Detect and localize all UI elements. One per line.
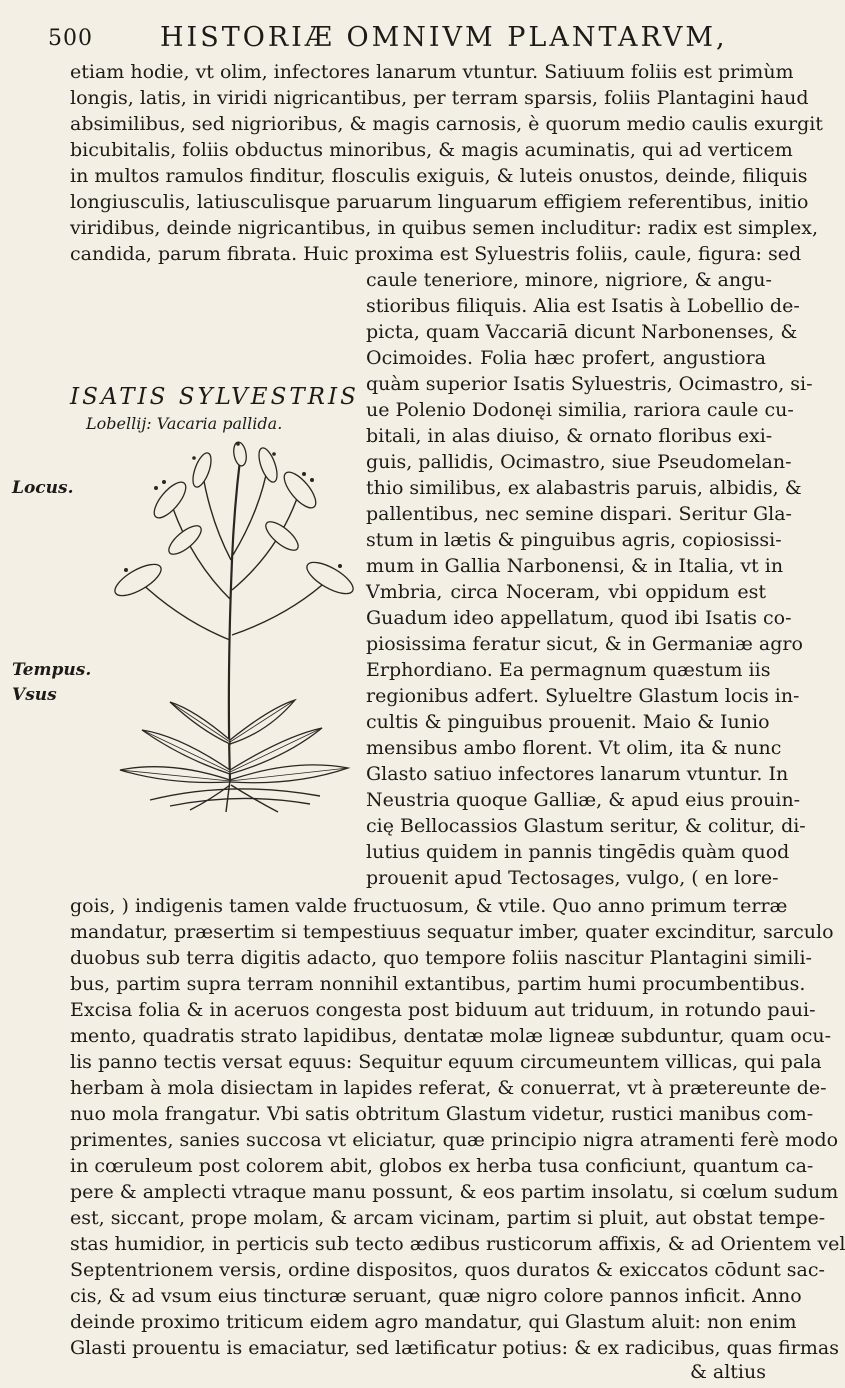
text-line: Glasto satiuo infectores lanarum vtuntur. In (366, 763, 789, 785)
text-line: picta, quam Vaccariā dicunt Narbonenses, & (366, 321, 798, 343)
text-line: mum in Gallia Narbonensi, & in Italia, vt in (366, 555, 784, 577)
page-number: 500 (48, 26, 93, 51)
text-line: Excisa folia & in aceruos congesta post biduum aut triduum, in rotundo paui- (70, 999, 816, 1021)
page-header (48, 20, 768, 60)
text-line: ue Polenio Dodonęi similia, rariora caule cu- (366, 399, 794, 421)
text-line: cis, & ad vsum eius tincturæ seruant, quæ nigro colore pannos inficit. Anno (70, 1285, 802, 1307)
text-line: mandatur, præsertim si tempestiuus sequatur imber, quater excinditur, sarculo (70, 921, 834, 943)
text-line: gois, ) indigenis tamen valde fructuosum, & vtile. Quo anno primum terræ (70, 895, 788, 917)
text-line: Vmbria, circa Noceram, vbi oppidum est (366, 581, 766, 603)
text-line: stas humidior, in perticis sub tecto ædibus rusticorum affixis, & ad Orientem vel (70, 1233, 845, 1255)
text-line: Septentrionem versis, ordine dispositos, quos duratos & exiccatos cōdunt sac- (70, 1259, 825, 1281)
text-line: pere & amplecti vtraque manu possunt, & eos partim insolatu, si cœlum sudum (70, 1181, 839, 1203)
text-line: Ocimoides. Folia hæc profert, angustiora (366, 347, 766, 369)
figure-title: ISATIS SYLVESTRIS (70, 384, 359, 410)
text-line: pallentibus, nec semine dispari. Seritur Gla- (366, 503, 792, 525)
text-line: herbam à mola disiectam in lapides referat, & conuerrat, vt à prætereunte de- (70, 1077, 827, 1099)
text-line: primentes, sanies succosa vt eliciatur, quæ principio nigra atramenti ferè modo (70, 1129, 839, 1151)
text-line: absimilibus, sed nigrioribus, & magis carnosis, è quorum medio caulis exurgit (70, 113, 823, 135)
text-line: guis, pallidis, Ocimastro, siue Pseudomelan- (366, 451, 792, 473)
text-line: deinde proximo triticum eidem agro mandatur, qui Glastum aluit: non enim (70, 1311, 797, 1333)
text-line: longis, latis, in viridi nigricantibus, per terram sparsis, foliis Plantagini haud (70, 87, 809, 109)
text-line: Guadum ideo appellatum, quod ibi Isatis co- (366, 607, 792, 629)
catchword: & altius (689, 1361, 766, 1383)
text-line: regionibus adfert. Sylueltre Glastum locis in- (366, 685, 800, 707)
text-line: in cœruleum post colorem abit, globos ex herba tusa conficiunt, quantum ca- (70, 1155, 814, 1177)
text-line: Neustria quoque Galliæ, & apud eius prouin- (366, 789, 801, 811)
text-line: bicubitalis, foliis obductus minoribus, & magis acuminatis, qui ad verticem (70, 139, 793, 161)
text-line: Glasti prouentu is emaciatur, sed lætificatur potius: & ex radicibus, quas firmas (70, 1337, 839, 1359)
text-line: piosissima feratur sicut, & in Germaniæ agro (366, 633, 803, 655)
text-line: cultis & pinguibus prouenit. Maio & Iunio (366, 711, 770, 733)
text-line: caule teneriore, minore, nigriore, & angu- (366, 269, 772, 291)
text-line: stum in lætis & pinguibus agris, copiosissi- (366, 529, 782, 551)
text-line: lis panno tectis versat equus: Sequitur equum circumeuntem villicas, qui pala (70, 1051, 822, 1073)
text-line: est, siccant, prope molam, & arcam vicinam, partim si pluit, aut obstat tempe- (70, 1207, 826, 1229)
plant-woodcut-illustration (90, 440, 365, 820)
text-line: nuo mola frangatur. Vbi satis obtritum Glastum videtur, rustici manibus com- (70, 1103, 814, 1125)
text-line: bus, partim supra terram nonnihil extantibus, partim humi procumbentibus. (70, 973, 806, 995)
margin-note-tempus: Tempus. (12, 660, 92, 680)
text-line: lutius quidem in pannis tingēdis quàm quod (366, 841, 790, 863)
running-head: HISTORIÆ OMNIVM PLANTARVM, (160, 22, 728, 53)
text-line: Erphordiano. Ea permagnum quæstum iis (366, 659, 771, 681)
text-line: prouenit apud Tectosages, vulgo, ( en lore- (366, 867, 779, 889)
text-line: etiam hodie, vt olim, infectores lanarum vtuntur. Satiuum foliis est primùm (70, 61, 794, 83)
text-line: viridibus, deinde nigricantibus, in quibus semen includitur: radix est simplex, (70, 217, 818, 239)
text-line: cię Bellocassios Glastum seritur, & colitur, di- (366, 815, 806, 837)
text-line: bitali, in alas diuiso, & ornato floribus exi- (366, 425, 773, 447)
figure-subtitle: Lobellij: Vacaria pallida. (86, 414, 283, 433)
text-line: thio similibus, ex alabastris paruis, albidis, & (366, 477, 802, 499)
text-line: duobus sub terra digitis adacto, quo tempore foliis nascitur Plantagini simili- (70, 947, 812, 969)
text-line: longiusculis, latiusculisque paruarum linguarum effigiem referentibus, initio (70, 191, 809, 213)
text-line: mento, quadratis strato lapidibus, dentatæ molæ ligneæ subduntur, quam ocu- (70, 1025, 831, 1047)
margin-note-usus: Vsus (12, 685, 57, 705)
text-line: mensibus ambo florent. Vt olim, ita & nunc (366, 737, 782, 759)
text-line: in multos ramulos finditur, flosculis exiguis, & luteis onustos, deinde, filiquis (70, 165, 808, 187)
text-line: quàm superior Isatis Syluestris, Ocimastro, si- (366, 373, 813, 395)
text-line: candida, parum fibrata. Huic proxima est Syluestris foliis, caule, figura: sed (70, 243, 802, 265)
margin-note-locus: Locus. (12, 478, 74, 498)
text-line: stioribus filiquis. Alia est Isatis à Lobellio de- (366, 295, 800, 317)
